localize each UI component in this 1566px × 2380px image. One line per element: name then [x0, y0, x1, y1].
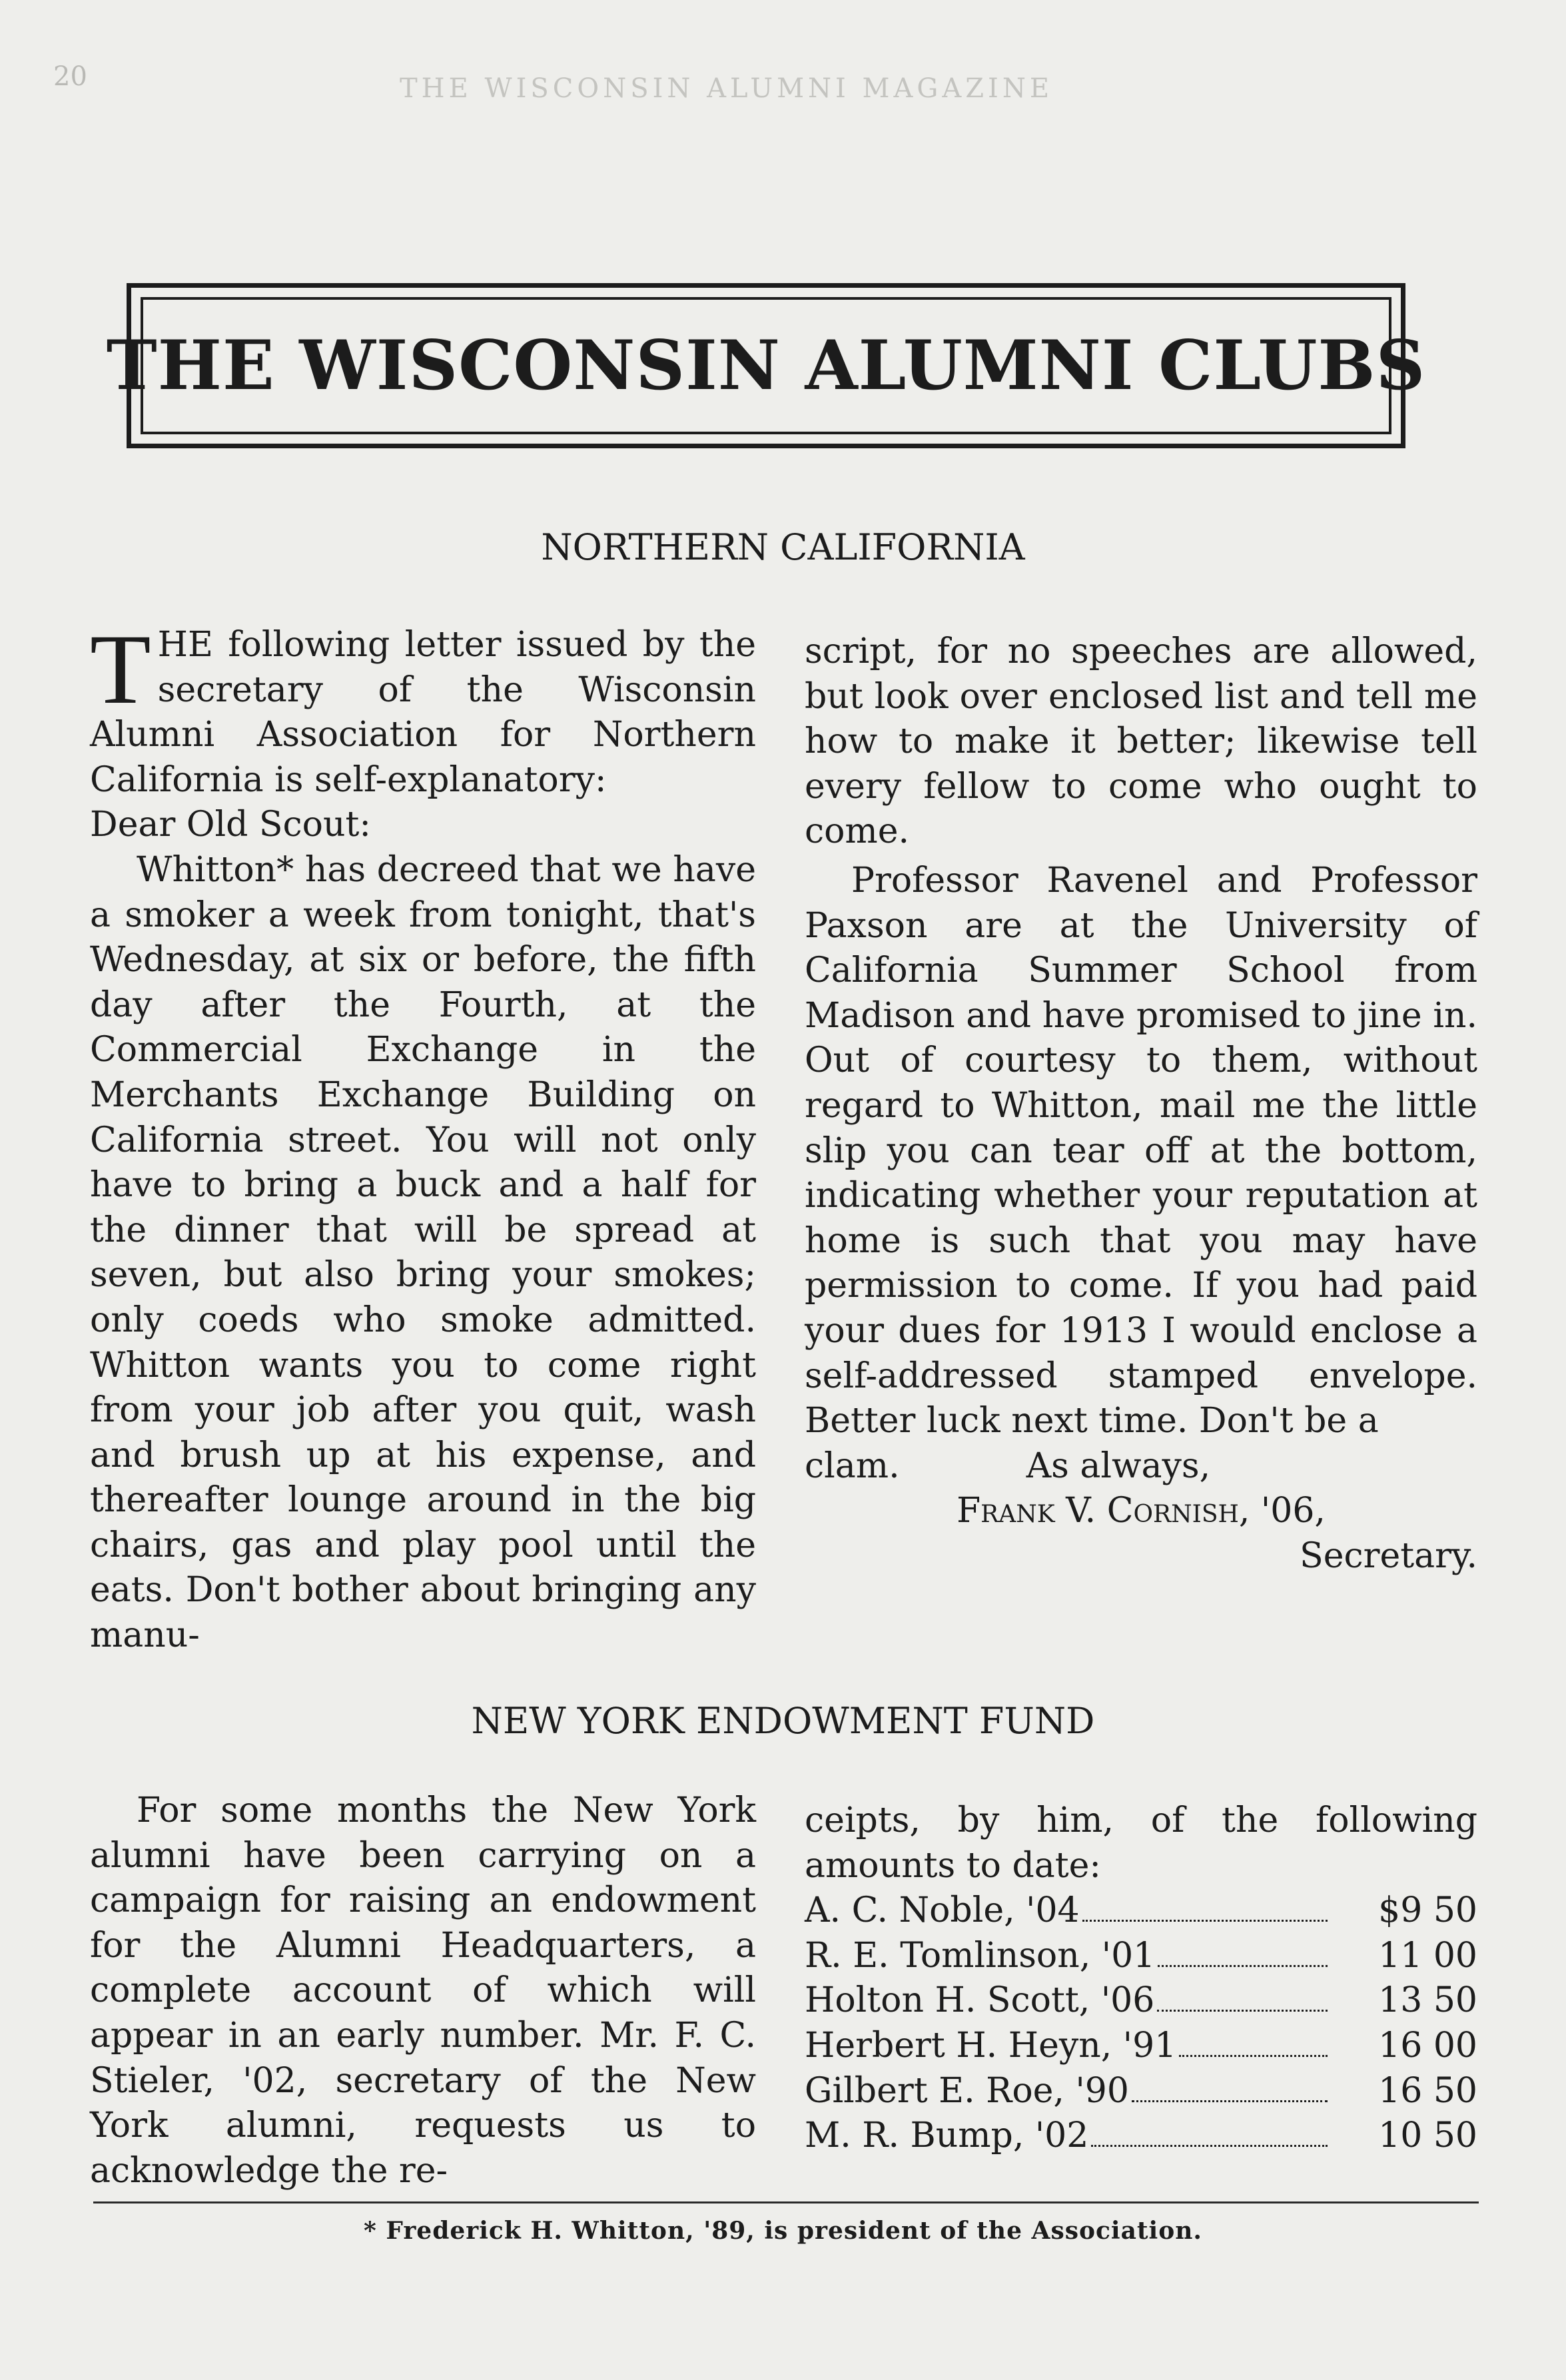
donor-amount: 16 00: [1378, 2025, 1477, 2066]
donor-row: [805, 2069, 1477, 2114]
donor-table: [805, 1888, 1477, 2159]
leader-dots: [1091, 2145, 1328, 2147]
nc-paragraph-1-continued: script, for no speeches are allowed, but look over enclosed list and tell me how to make it better; likewise tell every fellow to come who ought to come.: [805, 631, 1477, 852]
donor-name: Gilbert E. Roe, '90: [805, 2070, 1129, 2111]
leader-dots: [1158, 1965, 1328, 1967]
donor-amount: 10 50: [1378, 2116, 1477, 2156]
donor-row: [805, 1934, 1477, 1979]
signature-name: Frank V. Cornish, '06,: [957, 1491, 1326, 1531]
donor-row: [805, 1888, 1477, 1934]
leader-dots: [1132, 2100, 1328, 2102]
ny-right-column: [805, 1798, 1477, 2159]
donor-amount: $9 50: [1378, 1890, 1477, 1931]
page-number: 20: [53, 61, 87, 92]
donor-row: [805, 2024, 1477, 2069]
running-head: THE WISCONSIN ALUMNI MAGAZINE: [400, 73, 1054, 104]
donor-name-cell: [805, 1978, 1338, 2024]
donor-name: Holton H. Scott, '06: [805, 1980, 1155, 2021]
nc-paragraph-1: Whitton* has decreed that we have a smoker a week from tonight, that's Wednesday, at six or before, the fifth day after the Fourth, at the Commercial Exchange in the Merchants Exchange Building on California street. You will not only have to bring a buck and a half for the dinner that will be spread at seven, but also bring your smokes; only coeds who smoke admitted. Whitton wants you to come right from your job after you quit, wash and brush up at his expense, and thereafter lounge around in the big chairs, gas and play pool until the eats. Don't bother about bringing any manu-: [90, 849, 756, 1656]
donor-row: [805, 2114, 1477, 2159]
nc-intro-text: HE following letter issued by the secretary of the Wisconsin Alumni Association for Northern California is self-explanatory:: [90, 625, 756, 800]
title-frame: [106, 283, 1426, 448]
page-title: THE WISCONSIN ALUMNI CLUBS: [106, 326, 1426, 406]
nc-paragraph-2: Professor Ravenel and Professor Paxson are at the University of California Summer School from Madison and have promised to jine in. Out of courtesy to them, without regard to Whitton, mail me the little slip you can tear off at the bottom, indicating whether your reputation at home is such that you may have permission to come. If you had paid your dues for 1913 I would enclose a self-addressed stamped envelope. Better luck next time. Don't be a: [805, 860, 1477, 1441]
ny-paragraph-1: For some months the New York alumni have been carrying on a campaign for raising an endowment for the Alumni Headquarters, a complete account of which will appear in an early number. Mr. F. C. Stieler, '02, secretary of the New York alumni, requests us to acknowledge the re-: [90, 1790, 756, 2191]
closing-clam: clam.: [805, 1445, 900, 1486]
nc-left-column: [90, 614, 756, 1659]
closing-line: [805, 1444, 1477, 1489]
donor-row: [805, 1978, 1477, 2024]
ny-left-column: [90, 1788, 756, 2193]
leader-dots: [1179, 2055, 1328, 2057]
ny-paragraph-1-continued: ceipts, by him, of the following amounts to date:: [805, 1800, 1477, 1886]
donor-name-cell: [805, 1888, 1338, 1934]
donor-name: R. E. Tomlinson, '01: [805, 1935, 1156, 1976]
closing-as-always: As always,: [1026, 1445, 1211, 1486]
donor-name: M. R. Bump, '02: [805, 2116, 1089, 2156]
donor-name-cell: [805, 2069, 1338, 2114]
salutation: Dear Old Scout:: [90, 805, 371, 845]
northern-california-heading: NORTHERN CALIFORNIA: [541, 526, 1025, 568]
footnote: * Frederick H. Whitton, '89, is president of the Association.: [364, 2217, 1202, 2245]
donor-rows: [805, 1888, 1477, 2159]
nc-right-column: [805, 629, 1477, 1579]
signature-title: Secretary.: [1300, 1535, 1477, 1576]
drop-cap: T: [90, 614, 151, 725]
leader-dots: [1082, 1920, 1328, 1922]
donor-name-cell: [805, 1934, 1338, 1979]
nc-intro-paragraph: [90, 614, 756, 803]
title-inner-frame: [106, 297, 1426, 434]
donor-amount: 11 00: [1378, 1935, 1477, 1976]
donor-amount: 16 50: [1378, 2070, 1477, 2111]
leader-dots: [1157, 2010, 1328, 2012]
footnote-rule: [93, 2201, 1479, 2203]
donor-amount: 13 50: [1378, 1980, 1477, 2021]
donor-name: Herbert H. Heyn, '91: [805, 2025, 1177, 2066]
donor-name-cell: [805, 2024, 1338, 2069]
donor-name-cell: [805, 2114, 1338, 2159]
new-york-heading: NEW YORK ENDOWMENT FUND: [471, 1700, 1095, 1742]
donor-name: A. C. Noble, '04: [805, 1890, 1080, 1931]
